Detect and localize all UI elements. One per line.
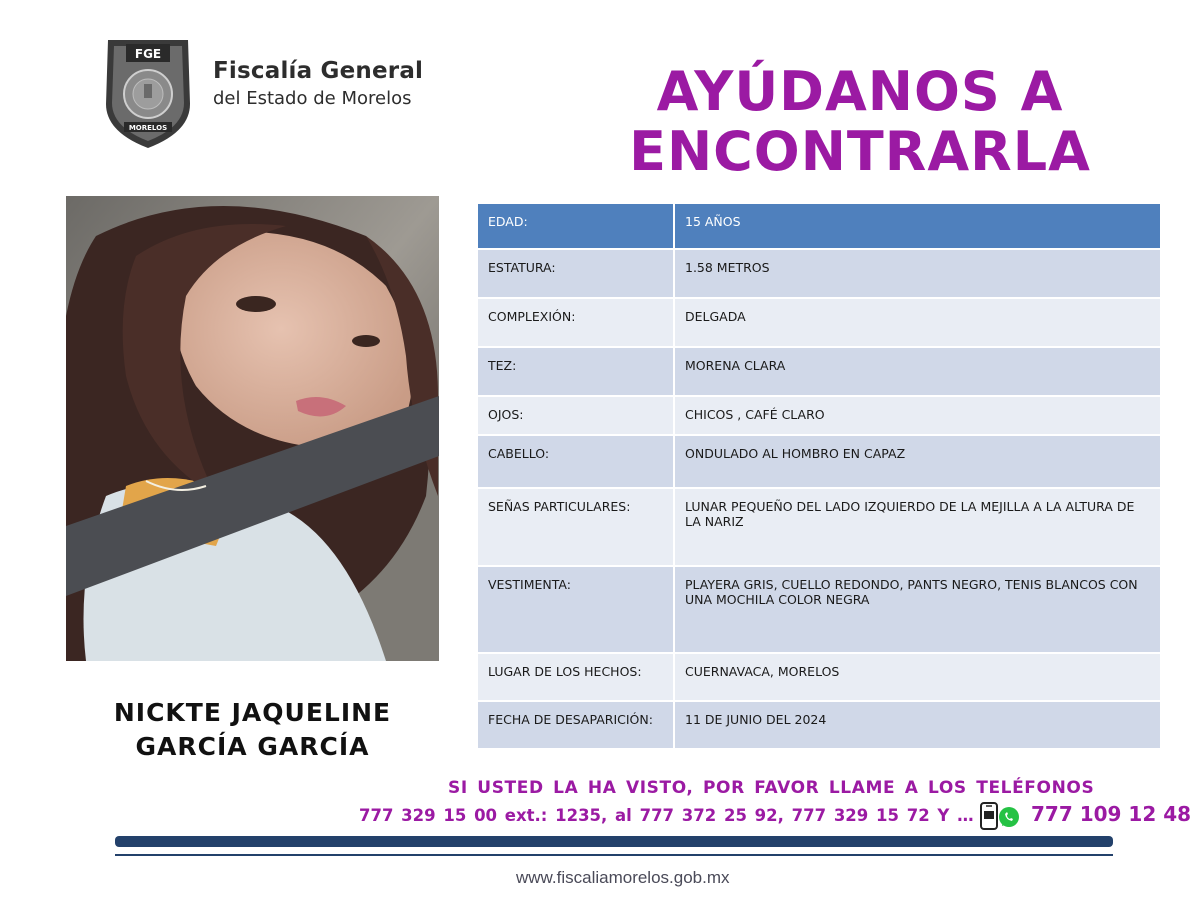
contact-phone-numbers: 777 329 15 00 ext.: 1235, al 777 372 25 92, 777 329 15 72 Y … [359,806,974,825]
table-row [478,348,1160,397]
whatsapp-icon [999,807,1019,827]
headline-line1: AYÚDANOS A [656,60,1064,123]
detail-label: EDAD: [478,204,675,250]
detail-value: LUNAR PEQUEÑO DEL LADO IZQUIERDO DE LA MEJILLA A LA ALTURA DE LA NARIZ [675,489,1160,567]
headline [560,62,1160,182]
badge-top-text: FGE [134,47,162,61]
divider-thick [115,836,1113,847]
whatsapp-number: 777 109 12 48 [1031,802,1192,826]
detail-value: CHICOS , CAFÉ CLARO [675,397,1160,436]
person-name [66,696,439,764]
details-table [478,204,1160,750]
website-link[interactable]: www.fiscaliamorelos.gob.mx [516,868,730,887]
badge-bottom-text: MORELOS [128,124,168,132]
detail-value: 11 DE JUNIO DEL 2024 [675,702,1160,750]
detail-label: SEÑAS PARTICULARES: [478,489,675,567]
table-row [478,567,1160,654]
detail-label: ESTATURA: [478,250,675,299]
detail-value: 15 AÑOS [675,204,1160,250]
table-row [478,489,1160,567]
detail-value: MORENA CLARA [675,348,1160,397]
headline-line2: ENCONTRARLA [629,120,1091,183]
table-row [478,436,1160,489]
detail-label: FECHA DE DESAPARICIÓN: [478,702,675,750]
fge-logo-badge [100,34,196,152]
divider-thin [115,854,1113,856]
detail-label: OJOS: [478,397,675,436]
detail-value: DELGADA [675,299,1160,348]
contact-icons [980,802,1020,830]
table-row [478,299,1160,348]
detail-value: 1.58 METROS [675,250,1160,299]
cellphone-icon [981,803,997,829]
detail-label: VESTIMENTA: [478,567,675,654]
org-name-line2: del Estado de Morelos [213,88,412,109]
org-name [213,58,423,109]
person-name-line1: NICKTE JAQUELINE [113,698,392,727]
detail-label: LUGAR DE LOS HECHOS: [478,654,675,702]
table-row [478,250,1160,299]
person-name-line2: GARCÍA GARCÍA [135,732,370,761]
table-row [478,204,1160,250]
detail-value: CUERNAVACA, MORELOS [675,654,1160,702]
missing-person-photo [66,196,439,661]
detail-value: ONDULADO AL HOMBRO EN CAPAZ [675,436,1160,489]
detail-label: TEZ: [478,348,675,397]
table-row [478,654,1160,702]
org-name-line1: Fiscalía General [213,58,424,84]
contact-prompt: SI USTED LA HA VISTO, POR FAVOR LLAME A LOS TELÉFONOS [448,778,1095,798]
detail-label: CABELLO: [478,436,675,489]
table-row [478,397,1160,436]
detail-value: PLAYERA GRIS, CUELLO REDONDO, PANTS NEGRO, TENIS BLANCOS CON UNA MOCHILA COLOR NEGRA [675,567,1160,654]
table-row [478,702,1160,750]
detail-label: COMPLEXIÓN: [478,299,675,348]
